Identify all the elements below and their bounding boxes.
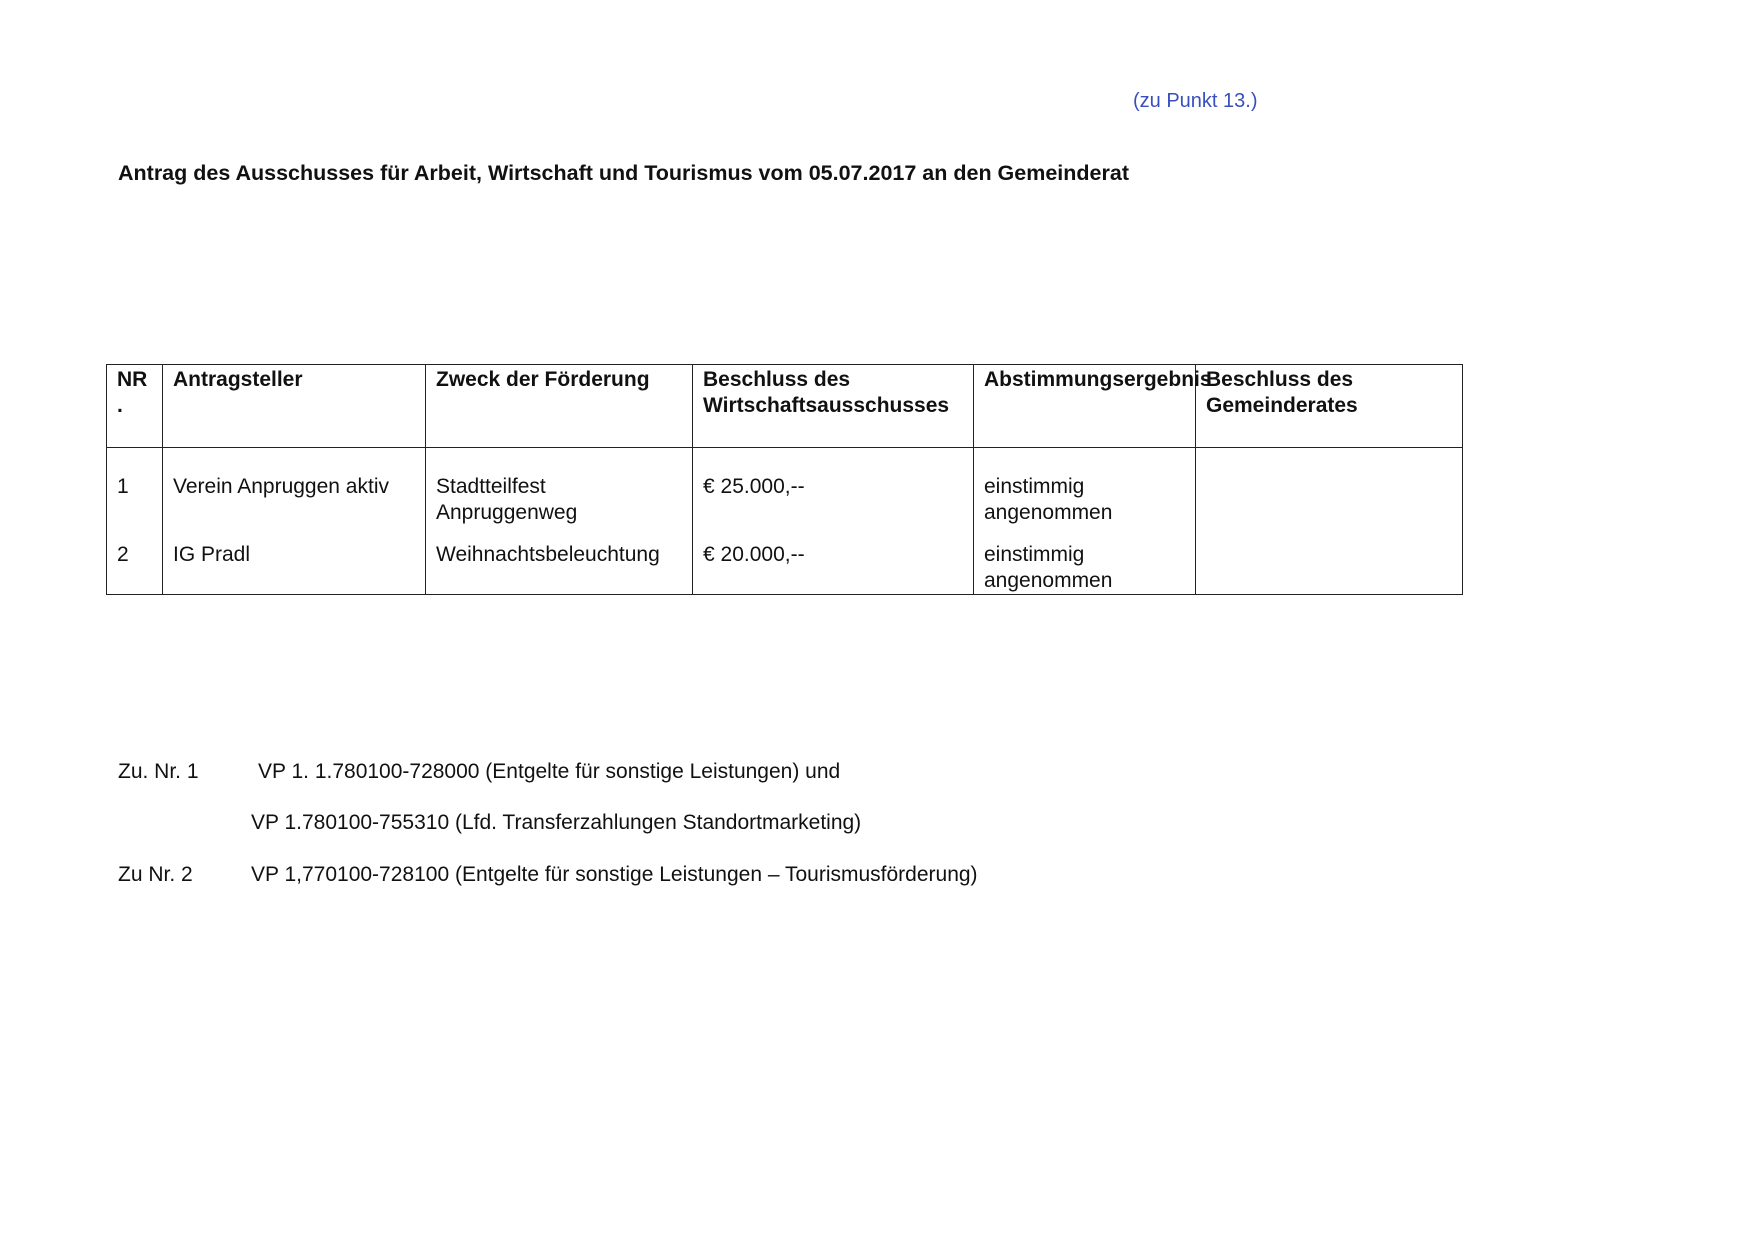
col-header-beschluss: Beschluss des Wirtschaftsausschusses (693, 365, 974, 448)
note-text-nr1-line2: VP 1.780100-755310 (Lfd. Transferzahlungen Standortmarketing) (251, 811, 862, 834)
cell-nr: 1 (107, 448, 163, 527)
table-row (107, 448, 1463, 527)
col-header-gemeinderat: Beschluss des Gemeinderates (1196, 365, 1463, 448)
note-label-nr2: Zu Nr. 2 (118, 863, 193, 886)
note-text-nr2: VP 1,770100-728100 (Entgelte für sonstige Leistungen – Tourismusförderung) (251, 863, 978, 886)
note-label-nr1: Zu. Nr. 1 (118, 760, 199, 783)
col-header-zweck: Zweck der Förderung (426, 365, 693, 448)
cell-zweck: Weihnachtsbeleuchtung (426, 526, 693, 595)
note-text-nr1-line1: VP 1. 1.780100-728000 (Entgelte für sonstige Leistungen) und (258, 760, 841, 783)
cell-beschluss: € 20.000,-- (693, 526, 974, 595)
cell-gemeinderat (1196, 448, 1463, 527)
funding-table (106, 364, 1463, 595)
cell-zweck: Stadtteilfest Anpruggenweg (426, 448, 693, 527)
col-header-antragsteller: Antragsteller (163, 365, 426, 448)
agenda-point-reference: (zu Punkt 13.) (1133, 90, 1258, 112)
table-row (107, 526, 1463, 595)
cell-gemeinderat (1196, 526, 1463, 595)
cell-antragsteller: IG Pradl (163, 526, 426, 595)
document-title: Antrag des Ausschusses für Arbeit, Wirtschaft und Tourismus vom 05.07.2017 an den Gemeinderat (118, 161, 1129, 185)
col-header-nr: NR . (107, 365, 163, 448)
cell-ergebnis: einstimmig angenommen (974, 448, 1196, 527)
cell-nr: 2 (107, 526, 163, 595)
cell-antragsteller: Verein Anpruggen aktiv (163, 448, 426, 527)
cell-ergebnis: einstimmig angenommen (974, 526, 1196, 595)
col-header-ergebnis: Abstimmungsergebnis (974, 365, 1196, 448)
table-header-row (107, 365, 1463, 448)
cell-beschluss: € 25.000,-- (693, 448, 974, 527)
